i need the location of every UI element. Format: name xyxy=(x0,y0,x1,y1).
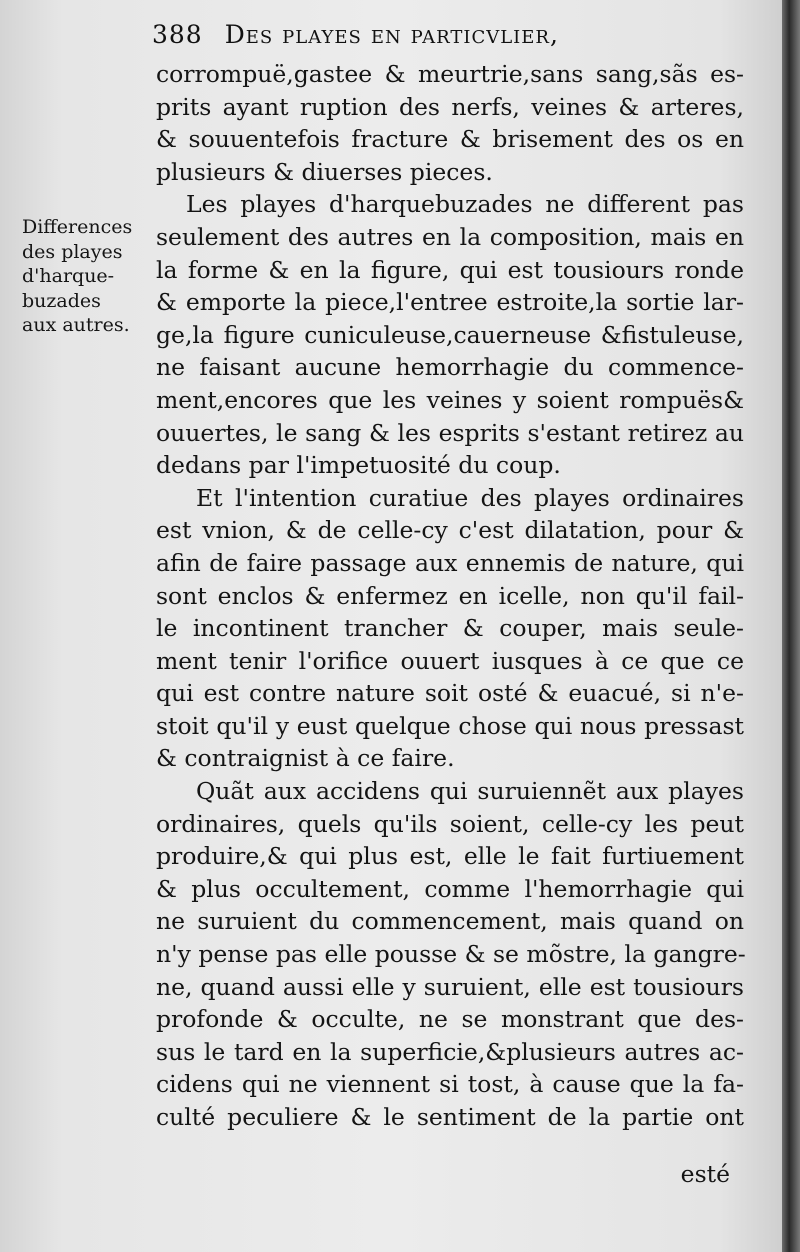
margin-note-line: aux autres. xyxy=(22,314,130,336)
text-line: corrompuë,gastee & meurtrie,sans sang,sãs es- xyxy=(156,60,744,88)
paragraph-2-body xyxy=(156,221,744,482)
margin-note-line: buzades xyxy=(22,289,101,312)
paragraph-4-body xyxy=(156,808,744,1134)
text-line: sus le tard en la superficie,&plusieurs autres ac- xyxy=(156,1037,744,1066)
text-line: ouuertes, le sang & les esprits s'estant retirez au xyxy=(156,418,744,447)
text-line: ne suruient du commencement, mais quand on xyxy=(156,907,744,936)
paragraph-4 xyxy=(156,775,744,808)
main-text xyxy=(156,58,744,1134)
running-title: Des playes en particvlier, xyxy=(224,20,559,49)
text-line: & souuentefois fracture & brisement des os en xyxy=(156,125,744,154)
margin-note xyxy=(22,215,154,338)
paragraph-3 xyxy=(156,482,744,515)
text-line: Et l'intention curatiue des playes ordinaires xyxy=(196,483,744,512)
text-line: dedans par l'impetuosité du coup. xyxy=(156,451,561,480)
running-header xyxy=(152,20,752,49)
catchword: esté xyxy=(680,1160,730,1188)
margin-note-line: des playes xyxy=(22,240,123,263)
text-line: produire,& qui plus est, elle le fait furtiuement xyxy=(156,842,744,871)
page-number: 388 xyxy=(152,20,203,49)
text-line: cidens qui ne viennent si tost, à cause que la fa- xyxy=(156,1070,744,1099)
text-line: ge,la figure cuniculeuse,cauerneuse &fistuleuse, xyxy=(156,320,744,349)
book-gutter-shadow xyxy=(782,0,800,1252)
text-line: Les playes d'harquebuzades ne different pas xyxy=(186,190,744,219)
text-line: ment tenir l'orifice ouuert iusques à ce que ce xyxy=(156,646,744,675)
text-line: & plus occultement, comme l'hemorrhagie qui xyxy=(156,874,744,903)
text-line: prits ayant ruption des nerfs, veines & arteres, xyxy=(156,92,744,121)
text-line: ne faisant aucune hemorrhagie du commence- xyxy=(156,353,744,382)
paragraph-1 xyxy=(156,58,744,188)
text-line: stoit qu'il y eust quelque chose qui nous pressast xyxy=(156,711,744,740)
paragraph-2 xyxy=(156,188,744,221)
text-line: la forme & en la figure, qui est tousiours ronde xyxy=(156,255,744,284)
margin-note-line: d'harque- xyxy=(22,265,115,287)
text-line: afin de faire passage aux ennemis de nature, qui xyxy=(156,548,744,577)
text-line: ordinaires, quels qu'ils soient, celle-cy les peut xyxy=(156,809,744,838)
text-line: & contraignist à ce faire. xyxy=(156,744,455,773)
text-line: ment,encores que les veines y soient rompuës& xyxy=(156,385,744,414)
margin-note-line: Differences xyxy=(22,216,133,238)
text-line: Quãt aux accidens qui suruiennẽt aux playes xyxy=(196,777,744,806)
text-line: & emporte la piece,l'entree estroite,la sortie lar- xyxy=(156,288,744,317)
text-line: plusieurs & diuerses pieces. xyxy=(156,157,493,186)
text-line: est vnion, & de celle-cy c'est dilatation, pour & xyxy=(156,516,744,545)
paragraph-3-body xyxy=(156,514,744,775)
text-line: n'y pense pas elle pousse & se mõstre, la gangre- xyxy=(156,940,746,969)
text-line: le incontinent trancher & couper, mais seule- xyxy=(156,614,744,643)
text-line: sont enclos & enfermez en icelle, non qu'il fail- xyxy=(156,581,744,610)
text-line: culté peculiere & le sentiment de la partie ont xyxy=(156,1103,744,1131)
text-line: ne, quand aussi elle y suruient, elle est tousiours xyxy=(156,972,744,1001)
text-line: profonde & occulte, ne se monstrant que des- xyxy=(156,1005,744,1034)
text-line: seulement des autres en la composition, mais en xyxy=(156,222,744,251)
text-line: qui est contre nature soit osté & euacué, si n'e- xyxy=(156,679,744,708)
